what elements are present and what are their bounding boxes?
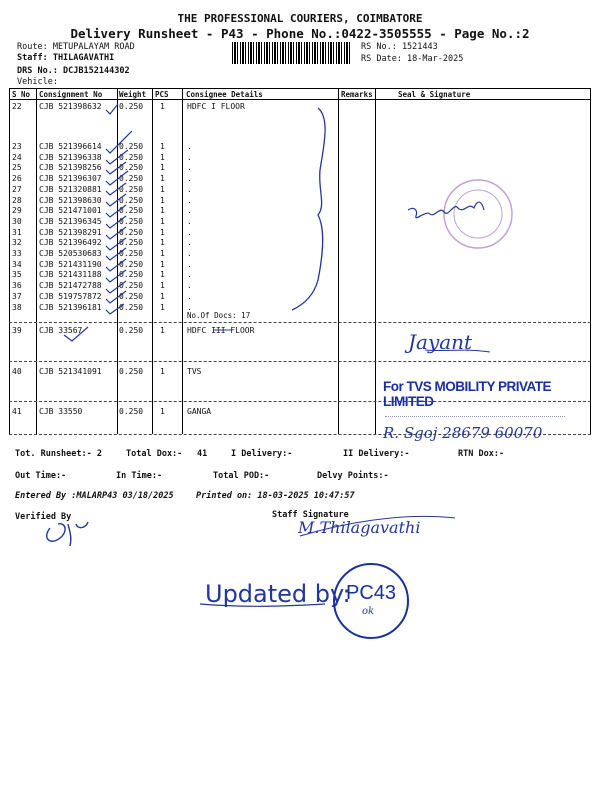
cell-consignee: . (187, 259, 192, 269)
cell-consignee: . (187, 195, 192, 205)
cell-weight: 0.250 (119, 270, 144, 280)
cell-consignee: . (187, 206, 192, 216)
cell-sno: 25 (12, 163, 22, 173)
cell-consignment: CJB 521341091 (39, 367, 102, 376)
cell-weight: 0.250 (119, 259, 144, 269)
cell-consignment: CJB 520530683 (39, 249, 102, 258)
cell-consignee: TVS (187, 367, 202, 376)
cell-pcs: 1 (160, 281, 165, 291)
cell-consignee: HDFC III FLOOR (187, 326, 255, 335)
cell-consignee: . (187, 270, 192, 280)
cell-weight: 0.250 (119, 291, 144, 301)
cell-weight: 0.250 (119, 174, 144, 184)
cell-consignee: HDFC I FLOOR (187, 102, 245, 111)
cell-weight: 0.250 (119, 227, 144, 237)
cell-weight: 0.250 (119, 206, 144, 216)
cell-sno: 32 (12, 238, 22, 248)
cell-pcs: 1 (160, 195, 165, 205)
cell-sno: 31 (12, 227, 22, 237)
cell-weight: 0.250 (119, 281, 144, 291)
cell-sno: 37 (12, 291, 22, 301)
cell-weight: 0.250 (119, 249, 144, 258)
cell-consignment: CJB 521396338 (39, 152, 102, 162)
cell-sno: 40 (12, 367, 22, 376)
cell-consignment: CJB 521471001 (39, 206, 102, 216)
staff-signature-label: Staff Signature (272, 510, 349, 520)
total-dox-value: 41 (197, 449, 208, 459)
cell-weight: 0.250 (119, 302, 144, 312)
cell-consignment: CJB 521398632 (39, 102, 102, 111)
cell-consignment: CJB 521398291 (39, 227, 102, 237)
drs-number: DRS No.: DCJB152144302 (17, 66, 130, 76)
row39-signature: Jayant (408, 330, 473, 354)
cell-pcs: 1 (160, 238, 165, 248)
cell-consignment: CJB 521396181 (39, 302, 102, 312)
col-header-remarks: Remarks (341, 90, 373, 99)
cell-sno: 23 (12, 142, 22, 151)
i-delivery: I Delivery:- (231, 449, 293, 459)
cell-consignee: . (187, 281, 192, 291)
cell-consignee: . (187, 216, 192, 226)
cell-pcs: 1 (160, 206, 165, 216)
cell-sno: 36 (12, 281, 22, 291)
rs-date: RS Date: 18-Mar-2025 (361, 54, 464, 64)
cell-pcs: 1 (160, 367, 165, 376)
staff-label: Staff: THILAGAVATHI (17, 53, 115, 63)
cell-pcs: 1 (160, 184, 165, 194)
cell-weight: 0.250 (119, 195, 144, 205)
cell-consignee: . (187, 152, 192, 162)
cell-pcs: 1 (160, 142, 165, 151)
no-of-docs: No.Of Docs: 17 (187, 311, 251, 320)
cell-consignee: . (187, 163, 192, 173)
cell-consignment: CJB 33567 (39, 326, 83, 335)
cell-consignment: CJB 521320881 (39, 184, 102, 194)
ok-mark: ok (362, 606, 375, 617)
col-header-pcs: PCS (155, 90, 169, 99)
cell-consignment: CJB 521396345 (39, 216, 102, 226)
cell-pcs: 1 (160, 102, 165, 111)
cell-sno: 35 (12, 270, 22, 280)
cell-weight: 0.250 (119, 152, 144, 162)
cell-consignee: GANGA (187, 407, 212, 416)
cell-consignment: CJB 521396492 (39, 238, 102, 248)
cell-weight: 0.250 (119, 163, 144, 173)
total-runsheet: Tot. Runsheet:- 2 (15, 449, 102, 459)
cell-consignment: CJB 521431188 (39, 270, 102, 280)
cell-weight: 0.250 (119, 238, 144, 248)
cell-sno: 41 (12, 407, 22, 416)
cell-weight: 0.250 (119, 102, 144, 111)
tick-marks (64, 104, 132, 341)
cell-sno: 22 (12, 102, 22, 111)
tvs-phone-handwritten: R. Sgoj 28679 60070 (383, 424, 543, 442)
vehicle-label: Vehicle: (17, 77, 58, 87)
col-header-weight: Weight (119, 90, 147, 99)
cell-consignment: CJB 521472788 (39, 281, 102, 291)
stamp-address-lines (385, 396, 565, 417)
cell-pcs: 1 (160, 291, 165, 301)
pc43-code: PC43 (345, 582, 397, 604)
cell-pcs: 1 (160, 270, 165, 280)
document-subtitle: Delivery Runsheet - P43 - Phone No.:0422-3505555 - Page No.:2 (70, 26, 530, 41)
cell-pcs: 1 (160, 152, 165, 162)
delivery-points: Delvy Points:- (317, 471, 389, 481)
bracket-ink (292, 108, 325, 310)
cell-sno: 38 (12, 302, 22, 312)
cell-sno: 26 (12, 174, 22, 184)
cell-consignee: . (187, 238, 192, 248)
seal-stamp (444, 180, 512, 248)
cell-pcs: 1 (160, 407, 165, 416)
rs-number: RS No.: 1521443 (361, 42, 438, 52)
cell-sno: 24 (12, 152, 22, 162)
verified-by-label: Verified By (15, 512, 72, 522)
cell-pcs: 1 (160, 227, 165, 237)
out-time: Out Time:- (15, 471, 67, 481)
document-title: THE PROFESSIONAL COURIERS, COIMBATORE (177, 12, 423, 25)
total-dox-label: Total Dox:- (126, 449, 183, 459)
in-time: In Time:- (116, 471, 163, 481)
cell-consignee: . (187, 142, 192, 151)
cell-consignment: CJB 521398256 (39, 163, 102, 173)
cell-consignee: . (187, 249, 192, 258)
cell-weight: 0.250 (119, 407, 144, 416)
cell-pcs: 1 (160, 259, 165, 269)
cell-sno: 39 (12, 326, 22, 335)
col-header-consignment: Consignment No (39, 90, 103, 99)
cell-pcs: 1 (160, 163, 165, 173)
cell-consignment: CJB 521396307 (39, 174, 102, 184)
cell-sno: 33 (12, 249, 22, 258)
cell-weight: 0.250 (119, 142, 144, 151)
cell-pcs: 1 (160, 216, 165, 226)
cell-sno: 29 (12, 206, 22, 216)
cell-consignee: . (187, 302, 192, 312)
cell-pcs: 1 (160, 302, 165, 312)
tvs-company-stamp: For TVS MOBILITY PRIVATE LIMITED (383, 379, 552, 409)
cell-consignee: . (187, 184, 192, 194)
cell-consignment: CJB 33550 (39, 407, 83, 416)
cell-pcs: 1 (160, 174, 165, 184)
rtn-dox: RTN Dox:- (458, 449, 505, 459)
cell-consignment: CJB 519757872 (39, 291, 102, 301)
cell-sno: 34 (12, 259, 22, 269)
cell-pcs: 1 (160, 249, 165, 258)
cell-consignment: CJB 521396614 (39, 142, 102, 151)
cell-consignee: . (187, 174, 192, 184)
total-pod: Total POD:- (213, 471, 270, 481)
col-header-sno: S No (12, 90, 31, 99)
verified-signature (47, 522, 88, 546)
col-header-seal: Seal & Signature (398, 90, 471, 99)
col-header-consignee: Consignee Details (186, 90, 263, 99)
cell-sno: 30 (12, 216, 22, 226)
cell-weight: 0.250 (119, 216, 144, 226)
cell-sno: 28 (12, 195, 22, 205)
route-label: Route: METUPALAYAM ROAD (17, 42, 135, 52)
cell-sno: 27 (12, 184, 22, 194)
cell-consignee: . (187, 227, 192, 237)
updated-by-handwritten: Updated by: (205, 580, 351, 608)
cell-consignment: CJB 521431190 (39, 259, 102, 269)
staff-signature-handwritten: M.Thilagavathi (298, 518, 421, 537)
cell-consignee: . (187, 291, 192, 301)
cell-weight: 0.250 (119, 184, 144, 194)
cell-weight: 0.250 (119, 367, 144, 376)
cell-consignment: CJB 521398630 (39, 195, 102, 205)
printed-on: Printed on: 18-03-2025 10:47:57 (196, 491, 355, 501)
ii-delivery: II Delivery:- (343, 449, 410, 459)
entered-by: Entered By :MALARP43 03/18/2025 (15, 491, 174, 501)
cell-weight: 0.250 (119, 326, 144, 335)
cell-pcs: 1 (160, 326, 165, 335)
